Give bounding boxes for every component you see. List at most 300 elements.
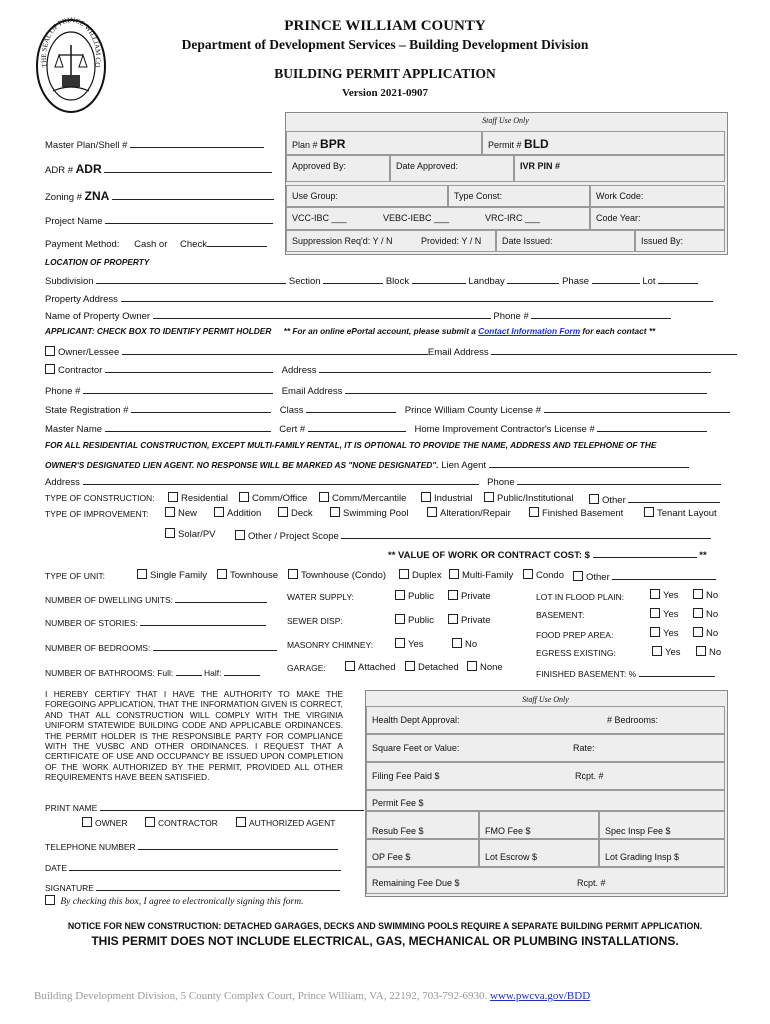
applicant-heading-row	[45, 326, 655, 336]
check-line[interactable]	[207, 236, 267, 247]
state-registration-label: State Registration #	[45, 405, 129, 416]
esign-row[interactable]	[45, 895, 303, 907]
unit-condo[interactable]	[523, 569, 564, 581]
master-name-line[interactable]	[105, 421, 271, 432]
type-const-cell[interactable]	[448, 185, 590, 207]
checkbox-icon[interactable]	[696, 646, 706, 656]
construction-type-label-text: Public/Institutional	[497, 493, 574, 504]
bathrooms-full-label: NUMBER OF BATHROOMS: Full:	[45, 668, 174, 678]
sewer-private-option[interactable]	[448, 614, 491, 626]
unit-type-text: Other	[586, 572, 610, 583]
code-year-label: Code Year:	[596, 213, 641, 223]
water-supply-label: WATER SUPPLY:	[287, 592, 354, 602]
footer-url-link[interactable]: www.pwcva.gov/BDD	[490, 990, 591, 1002]
construction-type-comm-mercantile[interactable]	[319, 492, 406, 504]
permit-value: BLD	[524, 137, 549, 151]
bathrooms-half-line[interactable]	[224, 665, 260, 676]
value-of-work-end: **	[699, 550, 707, 561]
certification-text: I HEREBY CERTIFY THAT I HAVE THE AUTHORITY TO MAKE THE FOREGOING APPLICATION, THAT THE INFORMATION GIVEN IS CORRECT, AND THAT ALL CONSTRUCTION WILL COMPLY WITH THE VIRGINIA UNIFORM STATEWIDE BUILDING CODE AND APPLICABLE ORDINANCES. THE PERMIT HOLDER IS THE RESPONSIBLE PARTY FOR COMPLIANCE WITH THE VUSBC AND OTHER ORDINANCES. I REQUEST THAT A CERTIFICATE OF USE AND OCCUPANCY BE ISSUED UPON COMPLETION OF THE WORK AUTHORIZED BY THE PERMIT, PROVIDED ALL OTHER REQUIREMENTS HAVE BEEN SATISFIED.	[45, 689, 343, 783]
seal-text: THE SEAL OF PRINCE WILLIAM CO	[39, 17, 103, 69]
option-text: Yes	[665, 647, 681, 658]
bathrooms-row	[45, 665, 260, 678]
issued-by-label: Issued By:	[641, 236, 684, 246]
construction-type-label-text: Comm/Mercantile	[332, 493, 407, 504]
checkbox-icon[interactable]	[165, 528, 175, 538]
eportal-note: ** For an online ePortal account, please submit a	[283, 326, 476, 336]
lien-address-label: Address	[45, 477, 80, 488]
vrc-irc-label: VRC-IRC ___	[485, 213, 541, 223]
property-address-row	[45, 291, 713, 305]
esign-checkbox[interactable]	[45, 895, 55, 905]
option-text: Public	[408, 615, 434, 626]
ivr-pin-label: IVR PIN #	[520, 161, 561, 171]
date-row	[45, 860, 341, 873]
contact-information-form-link[interactable]: Contact Information Form	[478, 326, 581, 336]
checkbox-icon[interactable]	[345, 661, 355, 671]
owner-lessee-checkbox[interactable]	[45, 346, 55, 356]
lien-note-line1: FOR ALL RESIDENTIAL CONSTRUCTION, EXCEPT MULTI-FAMILY RENTAL, IT IS OPTIONAL TO PROVIDE THE NAME, ADDRESS AND TELEPHONE OF THE	[45, 440, 657, 450]
property-owner-row	[45, 308, 671, 322]
phase-line[interactable]	[592, 273, 640, 284]
option-text: No	[709, 647, 722, 658]
resub-fee-cell[interactable]	[366, 811, 479, 839]
improvement-type-label: TYPE OF IMPROVEMENT:	[45, 509, 149, 519]
stories-line[interactable]	[140, 615, 266, 626]
applicant-email-label: Email Address	[281, 386, 343, 397]
garage-none-option[interactable]	[467, 661, 503, 673]
construction-type-label-text: Industrial	[434, 493, 473, 504]
applicant-phone-line[interactable]	[83, 383, 273, 394]
owner-phone-line[interactable]	[531, 308, 671, 319]
lien-address-row	[45, 474, 721, 488]
contractor-address-line[interactable]	[319, 362, 711, 373]
filing-fee-cell[interactable]	[366, 762, 725, 790]
option-text: Yes	[663, 609, 679, 620]
checkbox-icon[interactable]	[652, 646, 662, 656]
other-scope-line[interactable]	[341, 528, 711, 539]
checkbox-icon[interactable]	[650, 627, 660, 637]
basement-no-option[interactable]	[693, 608, 718, 620]
bedrooms-line[interactable]	[153, 640, 277, 651]
cert-line[interactable]	[308, 421, 406, 432]
project-name-line[interactable]	[105, 213, 273, 224]
value-of-work-label: ** VALUE OF WORK OR CONTRACT COST: $	[388, 550, 590, 561]
bedrooms-label: NUMBER OF BEDROOMS:	[45, 643, 151, 653]
construction-type-label: TYPE OF CONSTRUCTION:	[45, 493, 155, 503]
sqft-cell[interactable]	[366, 734, 725, 762]
hic-license-label: Home Improvement Contractor's License #	[414, 424, 595, 435]
unit-townhouse-condo[interactable]	[288, 569, 386, 581]
property-owner-label: Name of Property Owner	[45, 311, 151, 322]
suppression-cell[interactable]	[286, 230, 496, 252]
applicant-email-line[interactable]	[345, 383, 707, 394]
spec-insp-fee-cell[interactable]	[599, 811, 725, 839]
food-prep-no-option[interactable]	[693, 627, 718, 639]
date-approved-cell[interactable]	[390, 155, 514, 182]
zoning-field[interactable]	[45, 189, 274, 203]
health-dept-label: Health Dept Approval:	[372, 715, 460, 725]
checkbox-icon[interactable]	[214, 507, 224, 517]
telephone-line[interactable]	[138, 839, 338, 850]
unit-other[interactable]	[573, 569, 716, 583]
lien-phone-line[interactable]	[517, 474, 721, 485]
checkbox-icon[interactable]	[523, 569, 533, 579]
subdivision-row	[45, 273, 698, 287]
unit-multi-family[interactable]	[449, 569, 513, 581]
checkbox-icon[interactable]	[644, 507, 654, 517]
check-label[interactable]: Check	[180, 239, 207, 250]
option-text: AUTHORIZED AGENT	[249, 818, 336, 828]
masonry-chimney-label: MASONRY CHIMNEY:	[287, 640, 374, 650]
unit-duplex[interactable]	[399, 569, 442, 581]
checkbox-icon[interactable]	[137, 569, 147, 579]
landbay-label: Landbay	[468, 276, 505, 287]
improvement-label-text: Alteration/Repair	[440, 508, 511, 519]
email-address-label: Email Address	[427, 347, 489, 358]
permit-cell[interactable]	[482, 131, 725, 155]
section-line[interactable]	[323, 273, 383, 284]
checkbox-icon[interactable]	[236, 817, 246, 827]
ivr-pin-cell[interactable]	[514, 155, 725, 182]
checkbox-icon[interactable]	[145, 817, 155, 827]
option-text: No	[706, 609, 719, 620]
cash-label[interactable]: Cash or	[134, 239, 168, 250]
lien-note-line2: OWNER'S DESIGNATED LIEN AGENT. NO RESPONSE WILL BE MARKED AS "NONE DESIGNATED".	[45, 460, 439, 470]
checkbox-icon[interactable]	[235, 530, 245, 540]
unit-single-family[interactable]	[137, 569, 207, 581]
basement-yes-option[interactable]	[650, 608, 679, 620]
landbay-line[interactable]	[507, 273, 559, 284]
bathrooms-full-line[interactable]	[176, 665, 202, 676]
solar-label: Solar/PV	[178, 529, 216, 540]
egress-yes-option[interactable]	[652, 646, 681, 658]
lien-agent-label: Lien Agent	[441, 460, 487, 471]
permit-fee-cell[interactable]	[366, 790, 725, 811]
option-text: Public	[408, 591, 434, 602]
department-name: Department of Development Services – Building Development Division	[181, 37, 589, 52]
approved-by-label: Approved By:	[292, 161, 347, 171]
flood-yes-option[interactable]	[650, 589, 679, 601]
checkbox-icon[interactable]	[405, 661, 415, 671]
food-prep-yes-option[interactable]	[650, 627, 679, 639]
improvement-label-text: Tenant Layout	[657, 508, 717, 519]
class-label: Class	[279, 405, 304, 416]
payment-method-label: Payment Method:	[45, 239, 120, 250]
checkbox-icon[interactable]	[650, 608, 660, 618]
owner-lessee-line[interactable]	[122, 344, 428, 355]
checkbox-icon[interactable]	[395, 638, 405, 648]
block-label: Block	[385, 276, 410, 287]
water-public-option[interactable]	[395, 590, 434, 602]
value-of-work-line[interactable]	[593, 547, 697, 558]
pwc-license-line[interactable]	[544, 402, 730, 413]
checkbox-icon[interactable]	[573, 571, 583, 581]
unit-other-line[interactable]	[612, 569, 716, 580]
date-issued-cell[interactable]	[496, 230, 635, 252]
sewer-public-option[interactable]	[395, 614, 434, 626]
owner-lessee-label: Owner/Lessee	[58, 347, 120, 358]
option-text: OWNER	[95, 818, 128, 828]
work-code-label: Work Code:	[596, 191, 644, 201]
option-text: No	[465, 639, 478, 650]
resub-fee-label: Resub Fee $	[372, 826, 424, 836]
improvement-other-scope[interactable]	[235, 528, 711, 542]
permit-label: Permit #	[488, 140, 522, 150]
vcc-ibc-label: VCC-IBC ___	[292, 213, 347, 223]
project-name-field[interactable]	[45, 213, 273, 227]
improvement-alteration[interactable]	[427, 507, 511, 519]
vebc-iebc-label: VEBC-IEBC ___	[383, 213, 450, 223]
improvement-label-text: Addition	[227, 508, 262, 519]
sqft-label: Square Feet or Value:	[372, 743, 460, 753]
option-text: Yes	[663, 628, 679, 639]
checkbox-icon[interactable]	[395, 590, 405, 600]
adr-field[interactable]	[45, 162, 272, 176]
contractor-checkbox[interactable]	[45, 364, 55, 374]
county-name: PRINCE WILLIAM COUNTY	[284, 18, 486, 34]
lien-address-line[interactable]	[83, 474, 479, 485]
stories-label: NUMBER OF STORIES:	[45, 618, 138, 628]
contractor-line[interactable]	[105, 362, 273, 373]
master-plan-field[interactable]	[45, 137, 264, 151]
date-issued-label: Date Issued:	[502, 236, 553, 246]
zoning-value: ZNA	[84, 189, 110, 203]
construction-type-label-text: Comm/Office	[252, 493, 308, 504]
print-name-label: PRINT NAME	[45, 803, 98, 813]
master-name-row	[45, 421, 707, 435]
checkbox-icon[interactable]	[467, 661, 477, 671]
improvement-addition[interactable]	[214, 507, 261, 519]
finished-basement-line[interactable]	[639, 666, 715, 677]
date-line[interactable]	[69, 860, 341, 871]
improvement-deck[interactable]	[278, 507, 313, 519]
remaining-fee-cell[interactable]	[366, 867, 725, 894]
date-label: DATE	[45, 863, 68, 873]
improvement-label-text: Deck	[291, 508, 313, 519]
lien-phone-label: Phone	[487, 477, 515, 488]
checkbox-icon[interactable]	[288, 569, 298, 579]
applicant-heading: APPLICANT: CHECK BOX TO IDENTIFY PERMIT HOLDER	[45, 326, 272, 336]
staff-use-bottom-heading: Staff Use Only	[522, 695, 569, 704]
master-plan-line[interactable]	[130, 137, 264, 148]
state-registration-line[interactable]	[131, 402, 271, 413]
location-heading: LOCATION OF PROPERTY	[45, 257, 150, 267]
checkbox-icon[interactable]	[449, 569, 459, 579]
egress-label: EGRESS EXISTING:	[536, 648, 616, 658]
construction-type-public[interactable]	[484, 492, 574, 504]
option-text: None	[480, 662, 503, 673]
basement-label: BASEMENT:	[536, 610, 585, 620]
project-name-label: Project Name	[45, 216, 103, 227]
egress-no-option[interactable]	[696, 646, 721, 658]
lot-escrow-cell[interactable]	[479, 839, 599, 867]
suppression-label: Suppression Req'd: Y / N	[292, 236, 393, 246]
print-name-line[interactable]	[100, 800, 364, 811]
checkbox-icon[interactable]	[693, 608, 703, 618]
other-scope-label: Other / Project Scope	[248, 531, 339, 542]
master-name-label: Master Name	[45, 424, 103, 435]
filing-fee-label: Filing Fee Paid $	[372, 771, 440, 781]
esign-label: By checking this box, I agree to electronically signing this form.	[60, 897, 304, 907]
lot-label: Lot	[642, 276, 656, 287]
option-text: CONTRACTOR	[158, 818, 218, 828]
section-label: Section	[288, 276, 321, 287]
adr-line[interactable]	[104, 162, 272, 173]
checkbox-icon[interactable]	[330, 507, 340, 517]
checkbox-icon[interactable]	[168, 492, 178, 502]
signature-line[interactable]	[96, 880, 340, 891]
signer-owner-option[interactable]	[82, 817, 128, 828]
op-fee-label: OP Fee $	[372, 852, 411, 862]
unit-townhouse[interactable]	[217, 569, 278, 581]
bedrooms-row	[45, 640, 277, 653]
permit-fee-label: Permit Fee $	[372, 798, 424, 808]
option-text: Private	[461, 615, 491, 626]
type-const-label: Type Const:	[454, 191, 503, 201]
checkbox-icon[interactable]	[319, 492, 329, 502]
construction-type-industrial[interactable]	[421, 492, 473, 504]
chimney-no-option[interactable]	[452, 638, 477, 650]
improvement-new[interactable]	[165, 507, 197, 519]
option-text: No	[706, 590, 719, 601]
hic-license-line[interactable]	[597, 421, 707, 432]
improvement-swimming-pool[interactable]	[330, 507, 408, 519]
op-fee-cell[interactable]	[366, 839, 479, 867]
option-text: Yes	[663, 590, 679, 601]
property-owner-line[interactable]	[153, 308, 491, 319]
option-text: No	[706, 628, 719, 639]
checkbox-icon[interactable]	[395, 614, 405, 624]
code-year-cell[interactable]	[590, 207, 725, 230]
print-name-row	[45, 800, 364, 813]
fmo-fee-label: FMO Fee $	[485, 826, 531, 836]
payment-method-field[interactable]	[45, 236, 267, 250]
checkbox-icon[interactable]	[452, 638, 462, 648]
improvement-label-text: New	[178, 508, 198, 519]
garage-detached-option[interactable]	[405, 661, 459, 673]
value-of-work-row	[388, 547, 707, 561]
owner-lessee-row	[45, 344, 737, 358]
lien-agent-line[interactable]	[489, 457, 689, 468]
food-prep-label: FOOD PREP AREA:	[536, 630, 614, 640]
unit-type-text: Townhouse	[230, 570, 279, 581]
improvement-solar[interactable]	[165, 528, 216, 540]
checkbox-icon[interactable]	[239, 492, 249, 502]
chimney-yes-option[interactable]	[395, 638, 424, 650]
improvement-finished-basement[interactable]	[529, 507, 623, 519]
stories-row	[45, 615, 266, 628]
water-private-option[interactable]	[448, 590, 491, 602]
improvement-label-text: Swimming Pool	[343, 508, 409, 519]
email-address-line[interactable]	[491, 344, 737, 355]
eportal-note-end: for each contact **	[582, 326, 656, 336]
staff-bedrooms-label: # Bedrooms:	[607, 715, 659, 725]
phase-label: Phase	[562, 276, 590, 287]
approved-by-cell[interactable]	[286, 155, 390, 182]
date-approved-label: Date Approved:	[396, 161, 459, 171]
subdivision-line[interactable]	[96, 273, 286, 284]
checkbox-icon[interactable]	[82, 817, 92, 827]
block-line[interactable]	[412, 273, 466, 284]
not-included-notice: THIS PERMIT DOES NOT INCLUDE ELECTRICAL, GAS, MECHANICAL OR PLUMBING INSTALLATIONS.	[91, 934, 679, 948]
footer-address: Building Development Division, 5 County Complex Court, Prince William, VA, 22192, 703-792-6930.	[34, 990, 488, 1002]
checkbox-icon[interactable]	[589, 494, 599, 504]
construction-other-line[interactable]	[628, 492, 720, 503]
checkbox-icon[interactable]	[448, 590, 458, 600]
garage-attached-option[interactable]	[345, 661, 396, 673]
option-text: Private	[461, 591, 491, 602]
applicant-phone-row	[45, 383, 707, 397]
provided-label: Provided: Y / N	[421, 236, 482, 246]
use-group-cell[interactable]	[286, 185, 448, 207]
rcpt2-label: Rcpt. #	[577, 878, 606, 888]
pwc-license-label: Prince William County License #	[404, 405, 541, 416]
property-address-line[interactable]	[121, 291, 713, 302]
contractor-label: Contractor	[58, 365, 103, 376]
dwelling-units-label: NUMBER OF DWELLING UNITS:	[45, 595, 173, 605]
owner-phone-label: Phone #	[493, 311, 529, 322]
option-text: Attached	[358, 662, 396, 673]
zoning-line[interactable]	[112, 189, 274, 200]
lot-grading-cell[interactable]	[599, 839, 725, 867]
checkbox-icon[interactable]	[399, 569, 409, 579]
checkbox-icon[interactable]	[427, 507, 437, 517]
rate-label: Rate:	[573, 743, 595, 753]
garage-label: GARAGE:	[287, 663, 326, 673]
checkbox-icon[interactable]	[421, 492, 431, 502]
construction-type-residential[interactable]	[168, 492, 228, 504]
code-cell[interactable]	[286, 207, 590, 230]
work-code-cell[interactable]	[590, 185, 725, 207]
plan-cell[interactable]	[286, 131, 482, 155]
health-dept-cell[interactable]	[366, 706, 725, 734]
construction-type-other[interactable]	[589, 492, 720, 506]
checkbox-icon[interactable]	[217, 569, 227, 579]
class-line[interactable]	[306, 402, 396, 413]
issued-by-cell[interactable]	[635, 230, 725, 252]
dwelling-units-line[interactable]	[175, 592, 267, 603]
bathrooms-half-label: Half:	[204, 668, 222, 678]
unit-type-text: Townhouse (Condo)	[301, 570, 387, 581]
new-construction-notice: NOTICE FOR NEW CONSTRUCTION: DETACHED GARAGES, DECKS AND SWIMMING POOLS REQUIRE A SEPARATE BUILDING PERMIT APPLICATION.	[67, 921, 703, 931]
telephone-label: TELEPHONE NUMBER	[45, 842, 136, 852]
checkbox-icon[interactable]	[448, 614, 458, 624]
checkbox-icon[interactable]	[278, 507, 288, 517]
signer-contractor-option[interactable]	[145, 817, 218, 828]
finished-basement-row	[536, 666, 715, 679]
lot-line[interactable]	[658, 273, 698, 284]
checkbox-icon[interactable]	[165, 507, 175, 517]
checkbox-icon[interactable]	[484, 492, 494, 502]
improvement-tenant-layout[interactable]	[644, 507, 717, 519]
unit-type-text: Multi-Family	[462, 570, 514, 581]
unit-type-text: Duplex	[412, 570, 442, 581]
checkbox-icon[interactable]	[693, 589, 703, 599]
fmo-fee-cell[interactable]	[479, 811, 599, 839]
checkbox-icon[interactable]	[693, 627, 703, 637]
flood-no-option[interactable]	[693, 589, 718, 601]
checkbox-icon[interactable]	[650, 589, 660, 599]
improvement-label-text: Finished Basement	[542, 508, 624, 519]
signer-agent-option[interactable]	[236, 817, 335, 828]
construction-type-label-text: Residential	[181, 493, 228, 504]
checkbox-icon[interactable]	[529, 507, 539, 517]
zoning-label: Zoning #	[45, 192, 82, 203]
construction-type-comm-office[interactable]	[239, 492, 307, 504]
applicant-phone-label: Phone #	[45, 386, 81, 397]
option-text: Detached	[418, 662, 459, 673]
staff-use-heading: Staff Use Only	[482, 116, 529, 125]
